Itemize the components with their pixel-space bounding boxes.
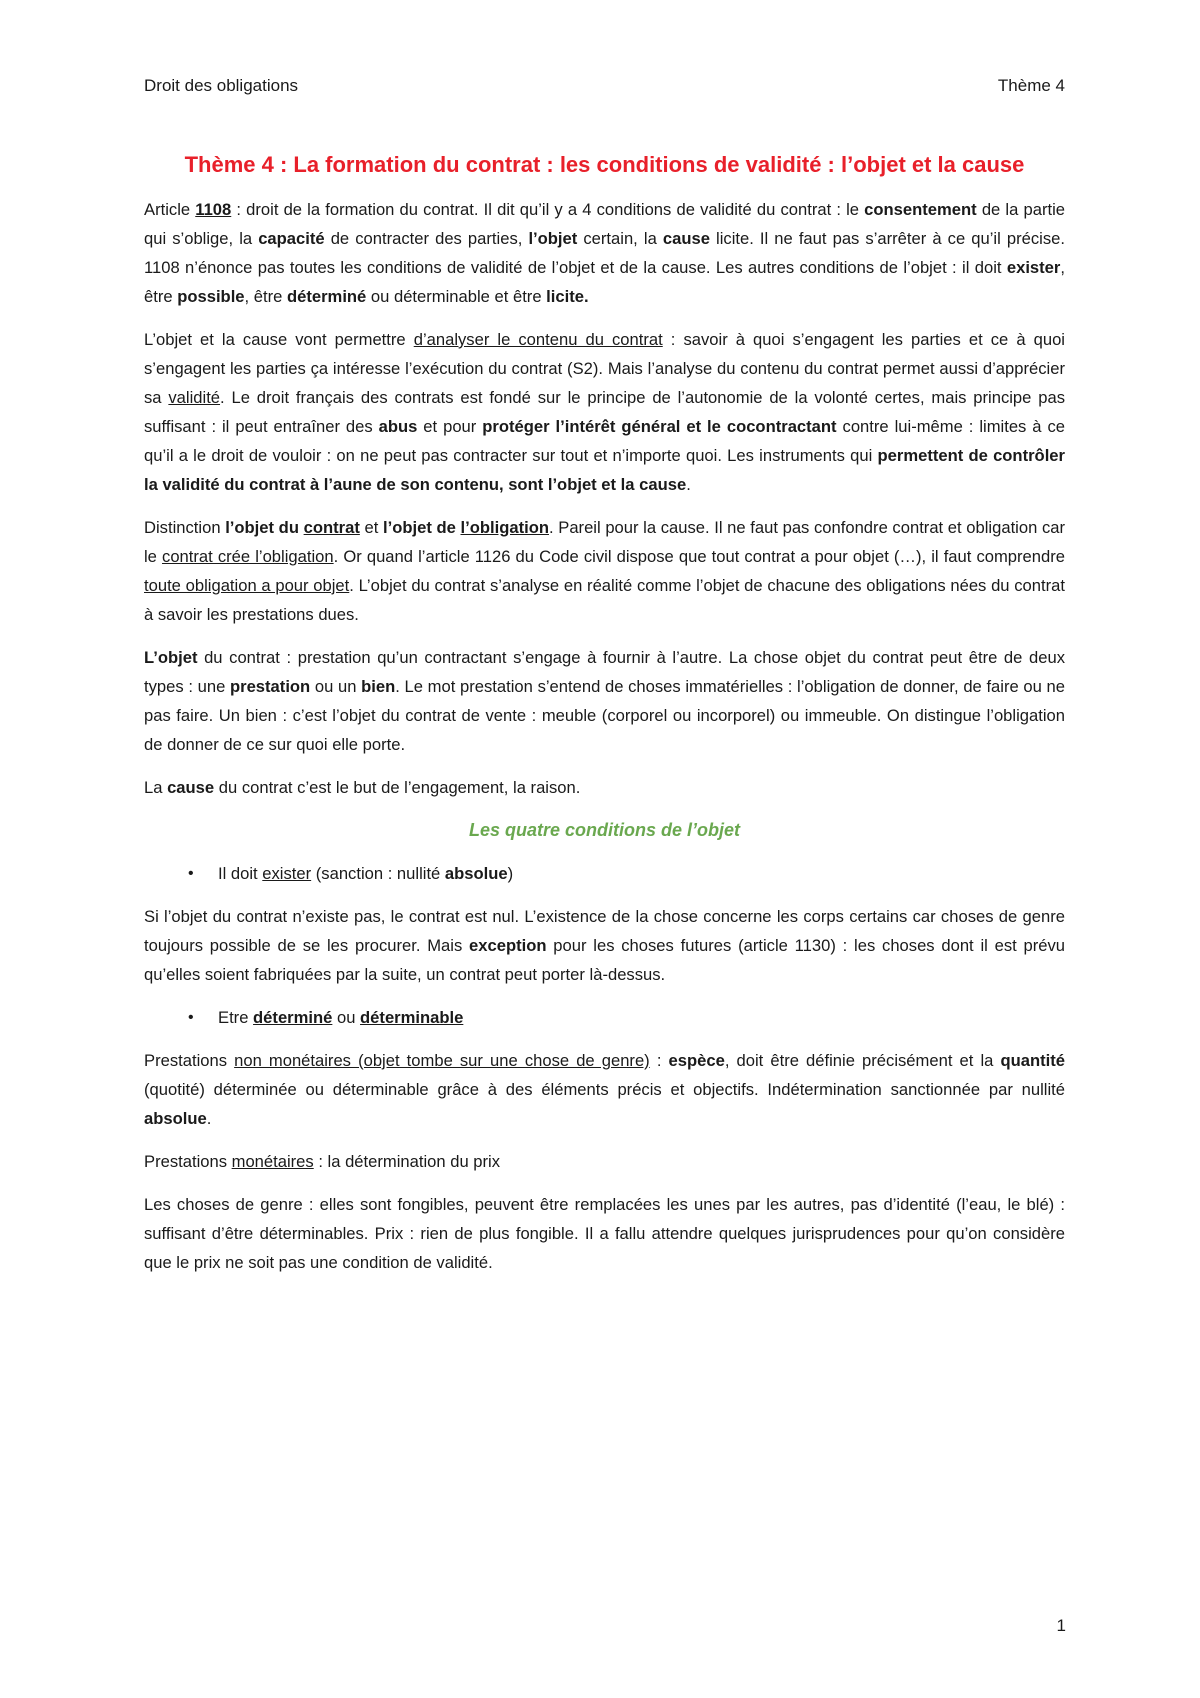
bullet-icon: • xyxy=(188,1009,194,1026)
bold-term: l’objet xyxy=(528,229,578,248)
text: Il doit xyxy=(218,864,263,883)
paragraph-distinction xyxy=(144,513,1065,629)
bold-term: capacité xyxy=(258,229,325,248)
text: : savoir à quoi s’engagent les parties et ce à quoi s’engagent les parties ça intéresse l’exécution du contrat (S2). Mais l’analyse du contenu du contrat permet aussi d’apprécier sa xyxy=(144,330,1065,407)
bold-term: l’objet de xyxy=(382,518,461,537)
bold-term: absolue xyxy=(444,864,508,883)
bold-term: prestation xyxy=(229,677,311,696)
article-ref: 1108 xyxy=(195,200,232,219)
running-header-left: Droit des obligations xyxy=(144,76,299,95)
text: , être xyxy=(244,287,287,306)
underlined-term: déterminable xyxy=(360,1008,464,1027)
bold-term: cause xyxy=(167,778,215,797)
text: , être xyxy=(144,258,1065,306)
underlined-term: contrat crée l’obligation xyxy=(162,547,334,566)
underlined-term: d’analyser le contenu du contrat xyxy=(413,330,663,349)
text: Article xyxy=(144,200,196,219)
text: ) xyxy=(507,864,514,883)
text: licite. Il ne faut pas s’arrêter à ce qu’il précise. 1108 n’énonce pas toutes les conditions de validité de l’objet et de la cause. Les autres conditions de l’objet : il doit xyxy=(144,229,1065,277)
underlined-term: contrat xyxy=(303,518,360,537)
bold-term: absolue xyxy=(144,1109,207,1128)
bold-term: protéger l’intérêt général et le cocontractant xyxy=(482,417,837,436)
text: (quotité) déterminée ou déterminable grâce à des éléments précis et objectifs. Indétermination sanctionnée par nullité xyxy=(144,1080,1065,1099)
bold-term: cause xyxy=(662,229,710,248)
text: contre lui-même : limites à ce qu’il a le droit de vouloir : on ne peut pas contracter sur tout et n’importe quoi. Les instruments qui xyxy=(144,417,1065,465)
underlined-term: non monétaires (objet tombe sur une chose de genre) xyxy=(234,1051,650,1070)
text: : xyxy=(649,1051,669,1070)
bold-term: consentement xyxy=(864,200,977,219)
document-title: Thème 4 : La formation du contrat : les conditions de validité : l’objet et la cause xyxy=(184,152,1025,177)
text: , doit être définie précisément et la xyxy=(724,1051,1001,1070)
text: . Le droit français des contrats est fondé sur le principe de l’autonomie de la volonté certes, mais principe pas suffisant : il peut entraîner des xyxy=(144,388,1065,436)
text: Etre xyxy=(218,1008,254,1027)
text: . L’objet du contrat s’analyse en réalité comme l’objet de chacune des obligations nées du contrat à savoir les prestations dues. xyxy=(144,576,1065,624)
text: ou xyxy=(332,1008,361,1027)
running-header-right: Thème 4 xyxy=(997,76,1065,95)
bold-term: abus xyxy=(378,417,418,436)
bold-term: bien xyxy=(361,677,396,696)
bold-term: l’objet du xyxy=(225,518,304,537)
underlined-term: l’obligation xyxy=(460,518,549,537)
bold-term: possible xyxy=(177,287,245,306)
text: ou déterminable et être xyxy=(366,287,547,306)
text: certain, la xyxy=(577,229,663,248)
paragraph-existence xyxy=(144,902,1065,989)
text: Prestations xyxy=(144,1152,232,1171)
paragraph-non-monetaires xyxy=(144,1046,1065,1133)
paragraph-choses-de-genre: Les choses de genre : elles sont fongibles, peuvent être remplacées les unes par les autres, pas d’identité (l’eau, le blé) : suffisant d’être déterminables. Prix : rien de plus fongible. Il a fallu attendre quelques jurisprudences pour qu’on considère que le prix ne soit pas une condition de validité. xyxy=(144,1195,1065,1272)
underlined-term: exister xyxy=(262,864,312,883)
text: de la partie qui s’oblige, la xyxy=(144,200,1065,248)
paragraph-objet-definition xyxy=(144,643,1065,759)
bold-term: permettent de contrôler la validité du contrat à l’aune de son contenu, sont l’objet et la cause xyxy=(144,446,1065,494)
page-number: 1 xyxy=(1056,1616,1066,1635)
bold-term: déterminé xyxy=(286,287,367,306)
text: : droit de la formation du contrat. Il dit qu’il y a 4 conditions de validité du contrat : le xyxy=(231,200,865,219)
text: . xyxy=(206,1109,212,1128)
text: L’objet et la cause vont permettre xyxy=(144,330,414,349)
paragraph-cause-definition xyxy=(144,773,1065,802)
underlined-term: toute obligation a pour objet xyxy=(144,576,350,595)
bullet-icon: • xyxy=(188,865,194,882)
document-body xyxy=(144,146,1065,1291)
text: du contrat c’est le but de l’engagement, la raison. xyxy=(214,778,581,797)
bold-term: quantité xyxy=(1000,1051,1065,1070)
text: . Le mot prestation s’entend de choses immatérielles : l’obligation de donner, de faire ou ne pas faire. Un bien : c’est l’objet du contrat de vente : meuble (corporel ou incorporel) ou immeuble. On distingue l’obligation de donner de ce sur quoi elle porte. xyxy=(144,677,1065,754)
section-heading: Les quatre conditions de l’objet xyxy=(468,820,741,840)
bullet-determine xyxy=(144,1003,1065,1032)
paragraph-monetaires xyxy=(144,1147,1065,1176)
text: et xyxy=(359,518,383,537)
text: . Pareil pour la cause. Il ne faut pas confondre contrat et obligation car le xyxy=(144,518,1066,566)
text: ou un xyxy=(310,677,362,696)
bullet-exister xyxy=(144,859,1065,888)
text: La xyxy=(144,778,168,797)
bold-term: licite. xyxy=(546,287,589,306)
text: pour les choses futures (article 1130) : les choses dont il est prévu qu’elles soient fabriquées par la suite, un contrat peut porter là-dessus. xyxy=(144,936,1066,984)
text: de contracter des parties, xyxy=(324,229,529,248)
text: . xyxy=(686,475,691,494)
text: . Or quand l’article 1126 du Code civil dispose que tout contrat a pour objet (…), il faut comprendre xyxy=(333,547,1066,566)
bold-term: exception xyxy=(469,936,547,955)
text: : la détermination du prix xyxy=(313,1152,501,1171)
underlined-term: monétaires xyxy=(231,1152,314,1171)
underlined-term: déterminé xyxy=(253,1008,333,1027)
paragraph-article-1108 xyxy=(144,195,1065,311)
bold-term: espèce xyxy=(668,1051,725,1070)
underlined-term: validité xyxy=(168,388,221,407)
text: Distinction xyxy=(144,518,226,537)
text: Prestations xyxy=(144,1051,235,1070)
text: Si l’objet du contrat n’existe pas, le contrat est nul. L’existence de la chose concerne les corps certains car choses de genre toujours possible de se les procurer. Mais xyxy=(144,907,1065,955)
paragraph-objet-cause xyxy=(144,325,1065,499)
text: du contrat : prestation qu’un contractant s’engage à fournir à l’autre. La chose objet du contrat peut être de deux types : une xyxy=(144,648,1065,696)
bold-term: exister xyxy=(1006,258,1061,277)
text: (sanction : nullité xyxy=(311,864,445,883)
bold-term: L’objet xyxy=(144,648,198,667)
text: et pour xyxy=(417,417,483,436)
